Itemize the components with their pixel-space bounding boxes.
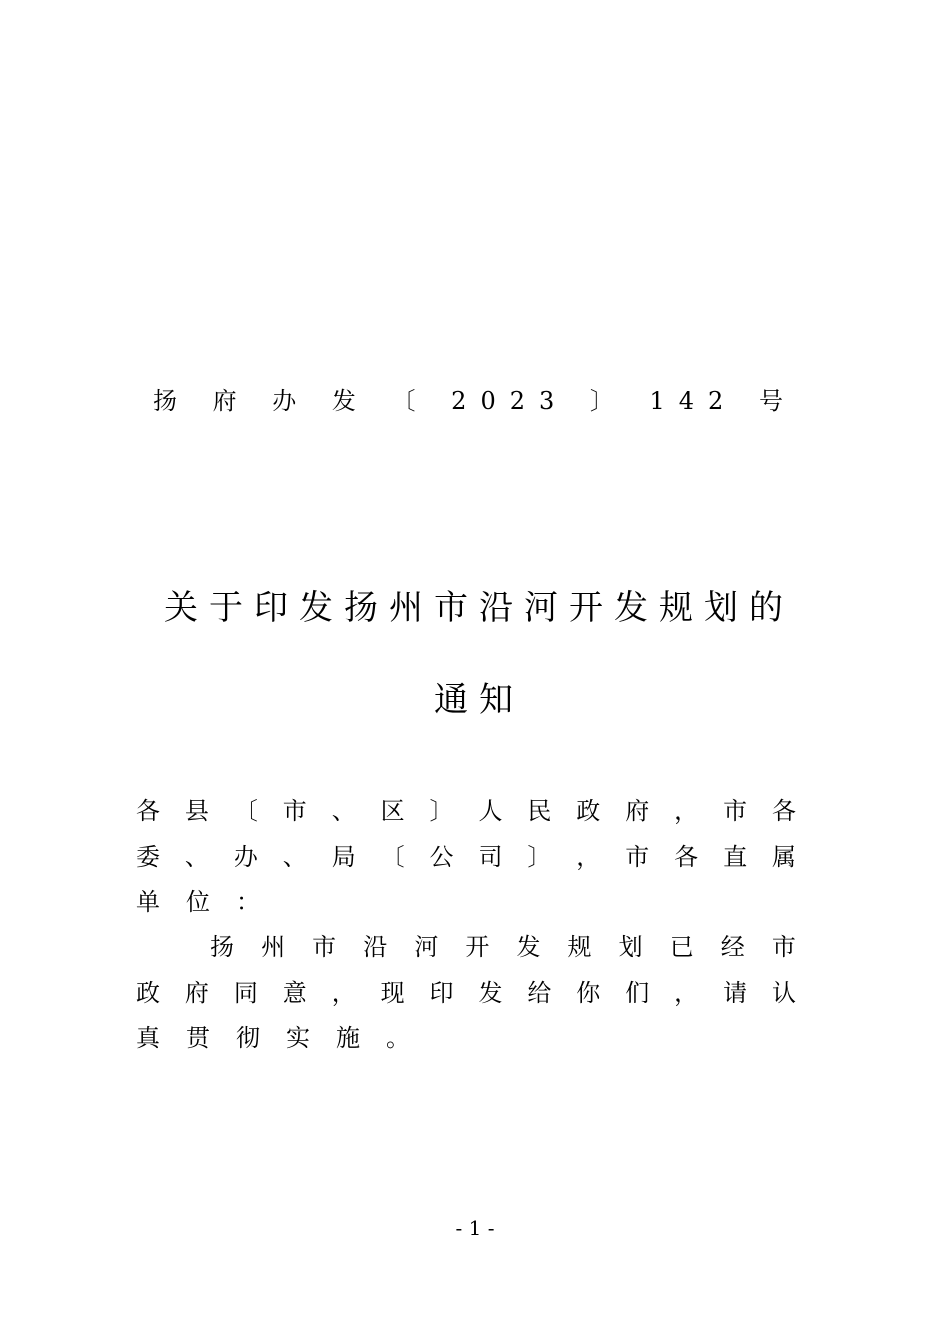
body-char: 规 [567,933,592,961]
addressee-char: ， [576,842,601,871]
addressee-char: 〔 [380,842,405,871]
body-line [136,971,796,1017]
addressee-char: 各 [136,797,160,825]
body-char: 河 [414,933,439,961]
addressee-char: 民 [527,797,552,825]
addressee-char: 〔 [233,797,258,825]
addressee-char: 单 [136,888,160,916]
body-char: 市 [312,933,337,961]
addressee-char: 人 [478,797,503,825]
body-char: 施 [336,1024,360,1052]
document-title-line-1: 关于印发扬州市沿河开发规划的 [164,588,794,628]
body-char: 发 [516,933,541,961]
addressee-char: ， [674,797,699,825]
addressee-line [136,880,796,926]
body-char: 贯 [186,1024,210,1052]
body-char: 你 [576,978,601,1007]
addressee-char: 、 [184,842,209,871]
body-char: 政 [136,978,160,1007]
addressee-char: 办 [233,842,258,871]
addressee-char: 市 [625,842,650,871]
body-char: 彻 [236,1024,260,1052]
body-char: ， [674,978,699,1007]
addressee-char: 各 [771,797,796,825]
addressee-char: 公 [429,842,454,871]
body-char: 府 [184,978,209,1007]
addressee-char: 司 [478,842,503,871]
body-char: 经 [720,933,745,961]
document-title-line-2: 通知 [434,680,524,720]
addressee-char: 县 [184,797,209,825]
body-char: 已 [669,933,694,961]
addressee-char: 〕 [429,797,454,825]
addressee-char: 、 [282,842,307,871]
addressee-block [136,789,808,926]
addressee-char: 各 [674,842,699,871]
addressee-char: 〕 [527,842,552,871]
body-char: 市 [771,933,796,961]
body-char: 开 [465,933,490,961]
body-char: 划 [618,933,643,961]
document-number: 扬 府 办 发 〔 2023 〕 142 号 [153,387,797,415]
body-char: 现 [380,978,405,1007]
body-char: 。 [386,1024,410,1052]
addressee-char: 府 [625,797,650,825]
addressee-char: 局 [331,842,356,871]
addressee-char: 市 [282,797,307,825]
body-char: 意 [282,978,307,1007]
addressee-char: 市 [723,797,748,825]
body-line [210,925,796,971]
body-paragraph [136,925,808,1062]
body-line [136,1016,796,1062]
body-char: 扬 [210,933,234,961]
body-char: 实 [286,1024,310,1052]
body-char: 给 [527,978,552,1007]
addressee-char: 位 [186,888,210,916]
body-char: 认 [771,978,796,1007]
addressee-char: 直 [723,842,748,871]
body-char: 真 [136,1024,160,1052]
body-char: ， [331,978,356,1007]
addressee-char: ： [236,888,260,916]
body-char: 发 [478,978,503,1007]
body-char: 州 [261,933,286,961]
addressee-line [136,835,796,881]
body-char: 同 [233,978,258,1007]
addressee-char: 区 [380,797,405,825]
body-char: 请 [723,978,748,1007]
addressee-line [136,789,796,835]
addressee-char: 政 [576,797,601,825]
page-number: - 1 - [455,1216,495,1240]
body-char: 沿 [363,933,388,961]
body-char: 印 [429,978,454,1007]
addressee-char: 属 [771,842,796,871]
addressee-char: 、 [331,797,356,825]
addressee-char: 委 [136,842,160,871]
body-char: 们 [625,978,650,1007]
